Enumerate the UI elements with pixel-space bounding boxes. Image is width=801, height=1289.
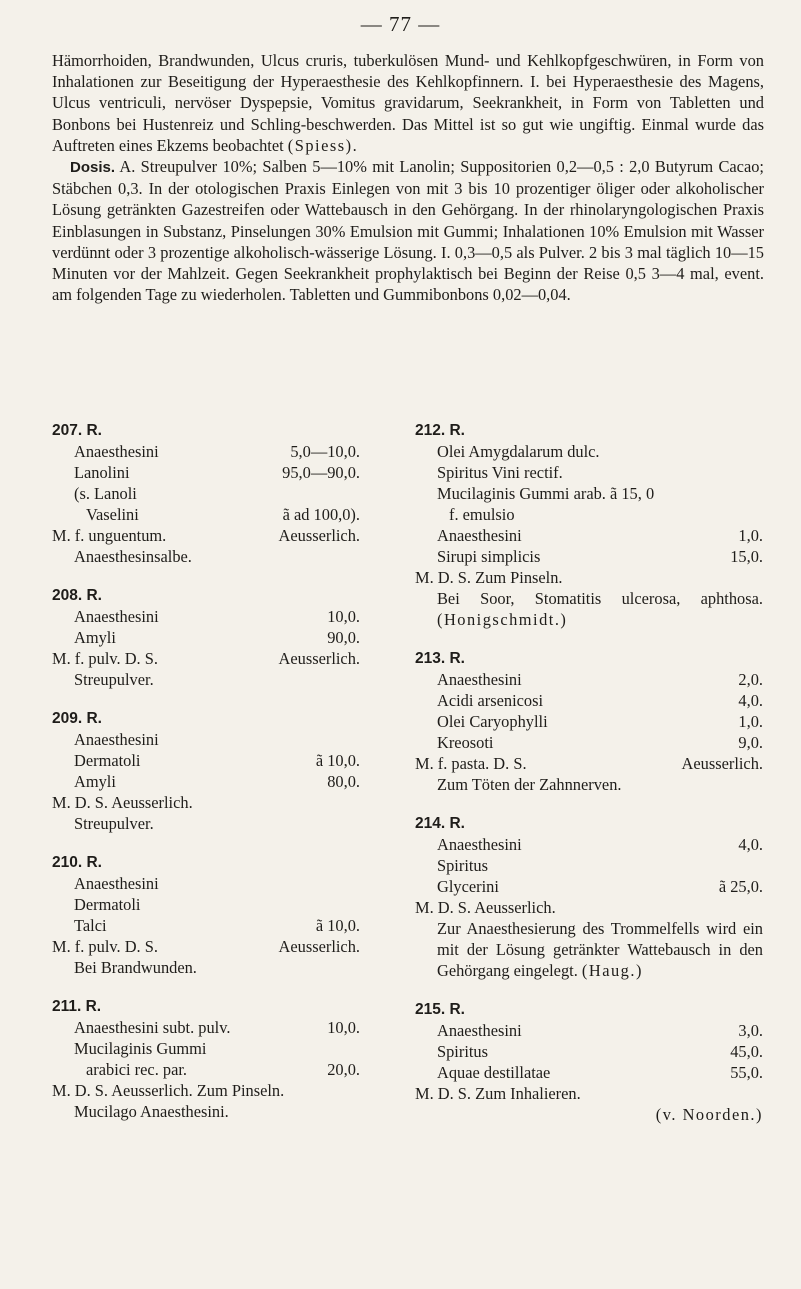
recipe-number: 213. R. [415, 650, 465, 667]
intro-text [52, 50, 764, 305]
ingredient-row [52, 873, 360, 894]
recipe-212 [415, 420, 763, 630]
ingredient-name: f. emulsio [449, 505, 515, 524]
ingredient-name: Anaesthesini [74, 730, 159, 749]
signatura [52, 936, 360, 957]
signatura: M. D. S. Aeusserlich. Zum Pinseln. [52, 1081, 285, 1100]
recipe-number: 208. R. [52, 587, 102, 604]
page-number: — 77 — [360, 12, 441, 36]
ingredient-row [52, 441, 360, 462]
ingredient-row [415, 483, 763, 504]
ingredient-row [52, 1059, 360, 1080]
ingredient-name: Lanolini [74, 463, 130, 482]
ingredient-amount: 4,0. [738, 835, 763, 854]
recipe-215 [415, 999, 763, 1125]
ingredient-name: (s. Lanoli [74, 484, 137, 503]
recipe-note [415, 918, 763, 981]
ingredient-amount: 95,0—90,0. [282, 463, 360, 482]
ingredient-row [52, 894, 360, 915]
ingredient-amount: 3,0. [738, 1021, 763, 1040]
ingredient-amount: ã 10,0. [315, 751, 360, 770]
ingredient-name: Mucilaginis Gummi arab. ã 15, 0 [437, 484, 655, 503]
recipe-number: 210. R. [52, 854, 102, 871]
ingredient-amount: 80,0. [327, 772, 360, 791]
ingredient-row [415, 1062, 763, 1083]
ingredient-amount: 9,0. [738, 733, 763, 752]
recipe-title: Bei Brandwunden. [74, 958, 197, 977]
recipe-note-text: Zur Anaesthesierung des Trommelfells wird ein mit der Lösung getränkter Wattebausch in den Gehörgang eingelegt. [437, 919, 763, 980]
ingredient-name: Amyli [74, 772, 116, 791]
recipe-number: 212. R. [415, 422, 465, 439]
recipe-title: Zum Töten der Zahnnerven. [437, 775, 622, 794]
signatura-text: M. f. pulv. D. S. [52, 937, 158, 956]
signatura-usage: Aeusserlich. [681, 754, 763, 773]
ingredient-name: Olei Amygdalarum dulc. [437, 442, 600, 461]
ingredient-row [415, 441, 763, 462]
recipe-211 [52, 996, 360, 1122]
recipe-210 [52, 852, 360, 978]
ingredient-name: Sirupi simplicis [437, 547, 541, 566]
ingredient-name: Anaesthesini [74, 442, 159, 461]
recipe-title: Streupulver. [74, 814, 154, 833]
ingredient-name: Dermatoli [74, 895, 141, 914]
ingredient-name: arabici rec. par. [86, 1060, 188, 1079]
ingredient-name: Dermatoli [74, 751, 141, 770]
ingredient-amount: 5,0—10,0. [290, 442, 360, 461]
dosis-label: Dosis. [70, 159, 116, 177]
ingredient-amount: 10,0. [327, 607, 360, 626]
ingredient-name: Acidi arsenicosi [437, 691, 544, 710]
signatura-text: M. f. unguentum. [52, 526, 167, 545]
ingredient-amount: 4,0. [738, 691, 763, 710]
ingredient-row [415, 1020, 763, 1041]
ingredient-amount: 20,0. [327, 1060, 360, 1079]
recipe-213 [415, 648, 763, 795]
ingredient-name: Anaesthesini [74, 874, 159, 893]
recipe-title: Anaesthesinsalbe. [74, 547, 192, 566]
signatura [415, 753, 763, 774]
recipe-209 [52, 708, 360, 834]
ingredient-row [415, 876, 763, 897]
signatura: M. D. S. Aeusserlich. [52, 793, 193, 812]
ingredient-name: Anaesthesini [437, 1021, 522, 1040]
ingredient-amount: 10,0. [327, 1018, 360, 1037]
ingredient-amount: 2,0. [738, 670, 763, 689]
ingredient-row [52, 1038, 360, 1059]
ingredient-name: Anaesthesini [437, 526, 522, 545]
signatura-usage: Aeusserlich. [278, 937, 360, 956]
intro-paragraph-2-text: A. Streupulver 10%; Salben 5—10% mit Lanolin; Suppositorien 0,2—0,5 : 2,0 Butyrum Cacao; Stäbchen 0,3. In der otologischen Praxis Einlegen von mit 3 bis 10 prozentiger öliger oder alkoholischer Lösung getränkten Gazestreifen oder Wattebausch in den Gehörgang. In der rhinolaryngologischen Praxis Einblasungen in Substanz, Pinselungen 30% Emulsion mit Gummi; Inhalationen 10% Emulsion mit Wasser verdünnt oder 3 prozentige alkoholisch-wässerige Lösung. I. 0,3—0,5 als Pulver. 2 bis 3 mal täglich 10—15 Minuten vor der Mahlzeit. Gegen Seekrankheit prophylaktisch bei Beginn der Reise 0,5 3—4 mal, event. am folgenden Tage zu wiederholen. Tabletten und Gummibonbons 0,02—0,04. [52, 157, 764, 305]
recipe-207 [52, 420, 360, 567]
ingredient-name: Talci [74, 916, 107, 935]
ingredient-name: Spiritus [437, 856, 489, 875]
ingredient-name: Glycerini [437, 877, 499, 896]
signatura [52, 648, 360, 669]
signatura: M. D. S. Zum Pinseln. [415, 568, 563, 587]
signatura-text: M. f. pulv. D. S. [52, 649, 158, 668]
recipe-author: (Honigschmidt.) [437, 610, 568, 629]
recipe-number: 214. R. [415, 815, 465, 832]
ingredient-row [52, 729, 360, 750]
ingredient-row [52, 771, 360, 792]
ingredient-amount: 15,0. [730, 547, 763, 566]
ingredient-row [415, 504, 763, 525]
ingredient-name: Spiritus [437, 1042, 489, 1061]
intro-paragraph-1-text: Hämorrhoiden, Brandwunden, Ulcus cruris, tuberkulösen Mund- und Kehlkopfgeschwüren, in Form von Inhalationen zur Beseitigung der Hyperaesthesie des Kehlkopfinnern. I. bei Hyperaesthesie des Magens, Ulcus ventriculi, nervöser Dyspepsie, Vomitus gravidarum, Seekrankheit, in Form von Tabletten und Bonbons bei Hustenreiz und Schling-beschwerden. Das Mittel ist so gut wie ungiftig. Einmal wurde das Auftreten eines Ekzems beobachtet [52, 51, 764, 155]
ingredient-name: Aquae destillatae [437, 1063, 551, 1082]
ingredient-row [415, 1041, 763, 1062]
ingredient-amount: ã 10,0. [315, 916, 360, 935]
recipe-title: Mucilago Anaesthesini. [74, 1102, 229, 1121]
ingredient-row [52, 915, 360, 936]
ingredient-row [415, 462, 763, 483]
signatura [52, 525, 360, 546]
recipe-214 [415, 813, 763, 981]
signatura: M. D. S. Zum Inhalieren. [415, 1084, 581, 1103]
ingredient-name: Vaselini [86, 505, 139, 524]
recipe-number: 209. R. [52, 710, 102, 727]
ingredient-row [415, 546, 763, 567]
left-column [52, 420, 360, 1140]
recipe-note-text: Bei Soor, Stomatitis ulcerosa, aphthosa. [437, 589, 763, 608]
ingredient-amount: 90,0. [327, 628, 360, 647]
ingredient-name: Spiritus Vini rectif. [437, 463, 563, 482]
ingredient-name: Anaesthesini subt. pulv. [74, 1018, 231, 1037]
recipe-number: 207. R. [52, 422, 102, 439]
ingredient-row [52, 606, 360, 627]
ingredient-row [52, 627, 360, 648]
ingredient-amount: 1,0. [738, 712, 763, 731]
ingredient-row [415, 834, 763, 855]
ingredient-row [415, 732, 763, 753]
ingredient-amount: ã 25,0. [718, 877, 763, 896]
recipe-note [415, 588, 763, 630]
ingredient-row [415, 690, 763, 711]
ingredient-row [415, 711, 763, 732]
signatura-usage: Aeusserlich. [278, 526, 360, 545]
ingredient-name: Anaesthesini [74, 607, 159, 626]
signatura: M. D. S. Aeusserlich. [415, 898, 556, 917]
ingredient-name: Anaesthesini [437, 670, 522, 689]
recipe-title: Streupulver. [74, 670, 154, 689]
ingredient-name: Mucilaginis Gummi [74, 1039, 207, 1058]
intro-author: (Spiess). [287, 135, 359, 155]
intro-paragraph-2 [52, 156, 764, 305]
ingredient-row [415, 855, 763, 876]
ingredient-row [52, 1017, 360, 1038]
ingredient-row [52, 504, 360, 525]
ingredient-row [52, 750, 360, 771]
ingredient-row [52, 462, 360, 483]
ingredient-name: Anaesthesini [437, 835, 522, 854]
ingredient-amount: 45,0. [730, 1042, 763, 1061]
signatura-usage: Aeusserlich. [278, 649, 360, 668]
ingredient-amount: 1,0. [738, 526, 763, 545]
ingredient-name: Kreosoti [437, 733, 494, 752]
ingredient-row [415, 525, 763, 546]
right-column [415, 420, 763, 1143]
ingredient-amount: 55,0. [730, 1063, 763, 1082]
ingredient-name: Amyli [74, 628, 116, 647]
intro-paragraph-1 [52, 50, 764, 156]
recipe-author: (Haug.) [581, 961, 643, 980]
ingredient-amount: ã ad 100,0). [282, 505, 360, 524]
signatura-text: M. f. pasta. D. S. [415, 754, 527, 773]
ingredient-name: Olei Caryophylli [437, 712, 548, 731]
recipe-author: (v. Noorden.) [655, 1105, 763, 1124]
recipe-208 [52, 585, 360, 690]
ingredient-row [52, 483, 360, 504]
recipe-number: 215. R. [415, 1001, 465, 1018]
ingredient-row [415, 669, 763, 690]
recipe-number: 211. R. [52, 998, 102, 1015]
